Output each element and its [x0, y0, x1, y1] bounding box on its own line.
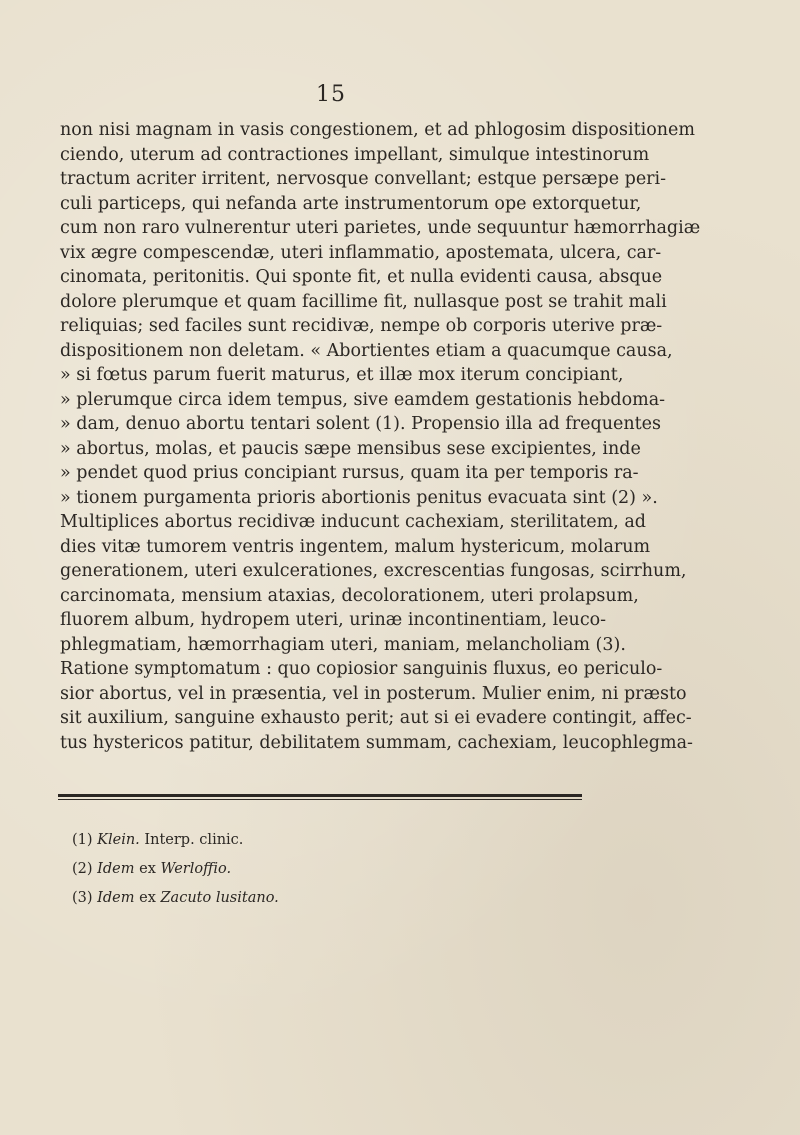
text-line: sit auxilium, sanguine exhausto perit; aut si ei evadere contingit, affec- [60, 708, 692, 728]
text-line: vix ægre compescendæ, uteri inflammatio, apostemata, ulcera, car- [60, 242, 662, 263]
footnote-1 [72, 826, 492, 855]
footnote-text: ex [139, 861, 156, 877]
text-line: » abortus, molas, et paucis sæpe mensibus sese excipientes, inde [60, 438, 641, 459]
footnote-marker: (1) [72, 832, 93, 848]
footnote-separator-rule [58, 794, 582, 797]
footnote-author: Idem [97, 861, 135, 877]
footnote-marker: (3) [72, 890, 93, 906]
text-line: » si fœtus parum fuerit maturus, et illæ mox iterum concipiant, [60, 365, 624, 385]
footnote-2 [72, 855, 492, 884]
footnotes [72, 826, 492, 913]
text-line: cinomata, peritonitis. Qui sponte fit, et nulla evidenti causa, absque [60, 267, 663, 287]
text-line: dolore plerumque et quam facillime fit, nullasque post se trahit mali [60, 291, 667, 312]
footnote-source: Werloffio. [160, 861, 232, 877]
page-number: 15 [316, 82, 346, 107]
text-line: » plerumque circa idem tempus, sive eamdem gestationis hebdoma- [60, 389, 666, 410]
text-line: carcinomata, mensium ataxias, decolorationem, uteri prolapsum, [60, 585, 639, 606]
footnote-text: Interp. clinic. [144, 832, 244, 848]
text-line: tus hystericos patitur, debilitatem summam, cachexiam, leucophlegma- [60, 732, 693, 753]
footnote-text: ex [139, 890, 156, 906]
footnote-author: Klein. [97, 832, 140, 848]
text-line: dies vitæ tumorem ventris ingentem, malum hystericum, molarum [60, 536, 651, 557]
text-line: sior abortus, vel in præsentia, vel in posterum. Mulier enim, ni præsto [60, 683, 687, 704]
text-line: Multiplices abortus recidivæ inducunt cachexiam, sterilitatem, ad [60, 512, 647, 532]
text-line: fluorem album, hydropem uteri, urinæ incontinentiam, leuco- [60, 610, 607, 630]
footnote-3 [72, 884, 492, 913]
text-line: reliquias; sed faciles sunt recidivæ, nempe ob corporis uterive præ- [60, 316, 663, 336]
text-line: » pendet quod prius concipiant rursus, quam ita per temporis ra- [60, 463, 639, 483]
text-line: phlegmatiam, hæmorrhagiam uteri, maniam, melancholiam (3). [60, 634, 626, 655]
text-line: » tionem purgamenta prioris abortionis penitus evacuata sint (2) ». [60, 487, 658, 508]
footnote-marker: (2) [72, 861, 93, 877]
footnote-author: Idem [97, 890, 135, 906]
body-text [60, 118, 701, 755]
text-line: ciendo, uterum ad contractiones impellant, simulque intestinorum [60, 144, 650, 165]
text-line: cum non raro vulnerentur uteri parietes, unde sequuntur hæmorrhagiæ [60, 218, 701, 238]
text-line: dispositionem non deletam. « Abortientes etiam a quacumque causa, [60, 340, 673, 361]
text-line: tractum acriter irritent, nervosque convellant; estque persæpe peri- [60, 169, 667, 189]
text-line: » dam, denuo abortu tentari solent (1). Propensio illa ad frequentes [60, 414, 661, 434]
text-line: culi particeps, qui nefanda arte instrumentorum ope extorquetur, [60, 193, 642, 214]
text-line: Ratione symptomatum : quo copiosior sanguinis fluxus, eo periculo- [60, 659, 663, 679]
footnote-source: Zacuto lusitano. [160, 890, 279, 906]
text-line: non nisi magnam in vasis congestionem, et ad phlogosim dispositionem [60, 120, 695, 140]
text-line: generationem, uteri exulcerationes, excrescentias fungosas, scirrhum, [60, 561, 687, 581]
